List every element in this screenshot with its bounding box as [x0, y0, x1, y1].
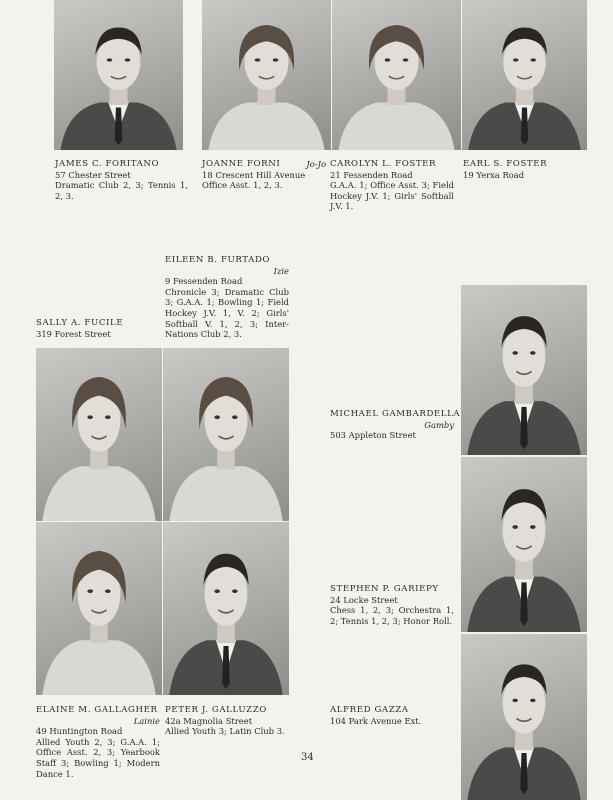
portrait-gariepy [461, 457, 587, 632]
caption-foritano [55, 159, 188, 201]
portrait-fucile [36, 348, 162, 521]
student-name: ELAINE M. GALLAGHER [36, 705, 158, 715]
student-activities: Allied Youth 2, 3; G.A.A. 1; Office Asst. 2, 3; Yearbook Staff 3; Bowling 1; Modern Dance 1. [36, 736, 160, 779]
portrait-carolyn-foster [332, 0, 461, 150]
student-name: PETER J. GALLUZZO [165, 705, 267, 715]
portrait-gazza [461, 634, 587, 800]
portrait-galluzzo [163, 522, 289, 695]
student-name: JAMES C. FORITANO [55, 159, 160, 169]
caption-gariepy [330, 584, 454, 626]
student-activities: G.A.A. 1; Office Asst. 3; Field Hockey J.V. 1; Girls' Softball J.V. 1. [330, 180, 454, 212]
student-activities: Chronicle 3; Dramatic Club 3; G.A.A. 1; Bowling 1; Field Hockey J.V. 1, V. 2; Girls' Softball V. 1, 2, 3; Inter-Nations Club 2, 3. [165, 286, 289, 340]
portrait-silhouette [202, 0, 331, 150]
portrait-silhouette [461, 285, 587, 455]
caption-gazza [330, 705, 454, 726]
student-address: 503 Appleton Street [330, 430, 416, 441]
student-name: MICHAEL GAMBARDELLA [330, 409, 461, 419]
portrait-silhouette [36, 348, 162, 521]
portrait-silhouette [462, 0, 587, 150]
caption-galluzzo [165, 705, 289, 737]
student-name: CAROLYN L. FOSTER [330, 159, 437, 169]
portrait-silhouette [54, 0, 183, 150]
student-address: 19 Yerxa Road [463, 169, 525, 180]
student-nickname: Lainie [133, 715, 160, 726]
student-address: 42a Magnolia Street [165, 715, 253, 726]
student-address: 319 Forest Street [36, 328, 111, 339]
student-activities: Allied Youth 3; Latin Club 3. [165, 726, 285, 737]
student-address: 49 Huntington Road [36, 726, 123, 737]
caption-forni [202, 159, 326, 191]
caption-earl-foster [463, 159, 587, 180]
student-nickname: Izie [273, 265, 289, 276]
student-activities: Dramatic Club 2, 3; Tennis 1, 2, 3. [55, 180, 188, 201]
student-address: 24 Locke Street [330, 594, 398, 605]
portrait-furtado [163, 348, 289, 521]
student-activities: Chess 1, 2, 3; Orchestra 1, 2; Tennis 1, 2, 3; Honor Roll. [330, 605, 454, 626]
student-name: EILEEN B. FURTADO [165, 255, 271, 265]
portrait-silhouette [163, 348, 289, 521]
portrait-silhouette [163, 522, 289, 695]
portrait-gallagher [36, 522, 162, 695]
student-name: SALLY A. FUCILE [36, 318, 124, 328]
portrait-silhouette [461, 634, 587, 800]
caption-gallagher [36, 705, 160, 779]
portrait-gambardella [461, 285, 587, 455]
portrait-silhouette [461, 457, 587, 632]
caption-gambardella [330, 409, 461, 441]
caption-fucile [36, 318, 160, 339]
student-nickname: Jo-Jo [306, 159, 326, 169]
portrait-silhouette [332, 0, 461, 150]
page-number: 34 [301, 752, 314, 763]
student-address: 18 Crescent Hill Avenue [202, 169, 306, 180]
student-address: 21 Fessenden Road [330, 169, 413, 180]
portrait-forni [202, 0, 331, 150]
student-name: ALFRED GAZZA [330, 705, 409, 715]
portrait-foritano [54, 0, 183, 150]
student-name: JOANNE FORNI [202, 159, 281, 169]
student-address: 57 Chester Street [55, 169, 131, 180]
student-name: EARL S. FOSTER [463, 159, 548, 169]
student-nickname: Gamby [424, 419, 454, 430]
portrait-earl-foster [462, 0, 587, 150]
student-address: 9 Fessenden Road [165, 276, 243, 287]
caption-carolyn-foster [330, 159, 454, 212]
student-name: STEPHEN P. GARIEPY [330, 584, 439, 594]
student-address: 104 Park Avenue Ext. [330, 715, 422, 726]
caption-furtado [165, 255, 289, 340]
portrait-silhouette [36, 522, 162, 695]
student-activities: Office Asst. 1, 2, 3. [202, 180, 283, 191]
